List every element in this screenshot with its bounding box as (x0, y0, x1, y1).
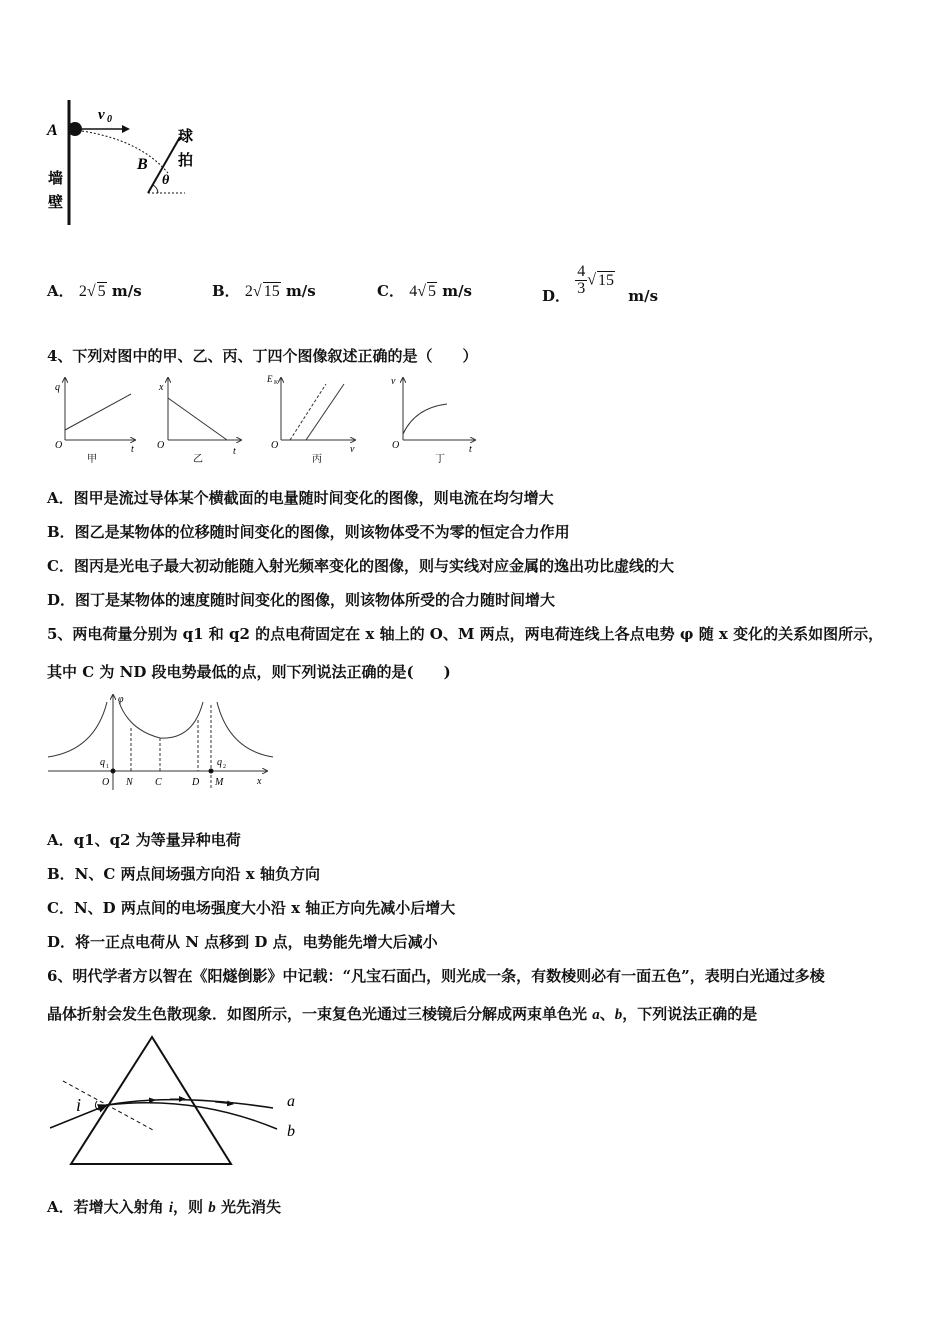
left-curve (48, 702, 107, 757)
svg-text:丙: 丙 (312, 454, 322, 465)
middle-curve (119, 702, 203, 738)
wall-racket-figure (40, 95, 200, 230)
q4-stem: 4、下列对图中的甲、乙、丙、丁四个图像叙述正确的是（ ） (47, 347, 478, 365)
label-v0: v (98, 107, 105, 123)
q5-option-b: B．N、C 两点间场强方向沿 x 轴负方向 (47, 865, 320, 883)
graph-bing (266, 374, 355, 465)
svg-text:a: a (287, 1093, 295, 1110)
q5-option-d: D．将一正点电荷从 N 点移到 D 点，电势能先增大后减小 (47, 933, 438, 951)
svg-text:q: q (100, 757, 105, 768)
q5-stem-line1: 5、两电荷量分别为 q1 和 q2 的点电荷固定在 x 轴上的 O、M 两点，两电荷连线上各点电势 φ 随 x 变化的关系如图所示， (47, 625, 884, 643)
svg-text:C: C (155, 777, 162, 788)
q3-option-b: B． 2√ 15 m/s (212, 282, 316, 300)
svg-text:K: K (274, 380, 279, 386)
q5-option-a: A．q1、q2 为等量异种电荷 (47, 831, 241, 849)
svg-text:v: v (350, 444, 355, 455)
charge-q1 (111, 769, 116, 774)
svg-text:i: i (76, 1095, 82, 1115)
svg-text:O: O (392, 440, 400, 451)
velocity-arrowhead (122, 125, 130, 133)
label-racket-2: 拍 (178, 153, 194, 169)
q5-potential-graph (45, 690, 280, 792)
q4-option-d: D．图丁是某物体的速度随时间变化的图像，则该物体所受的合力随时间增大 (47, 591, 556, 609)
trajectory-dotted (82, 131, 168, 173)
ray-b (107, 1103, 277, 1129)
svg-text:φ: φ (118, 694, 124, 705)
prism-figure (45, 1033, 315, 1168)
bing-solid-line (306, 384, 344, 440)
q3-option-c: C． 4√ 5 m/s (377, 282, 472, 300)
q3-option-a: A． 2√ 5 m/s (47, 282, 142, 300)
q4-option-b: B．图乙是某物体的位移随时间变化的图像，则该物体受不为零的恒定合力作用 (47, 523, 570, 541)
svg-text:N: N (126, 777, 133, 788)
svg-text:t: t (469, 444, 472, 455)
q5-stem-line2: 其中 C 为 ND 段电势最低的点，则下列说法正确的是( ) (47, 663, 451, 681)
fraction-4-3: $\frac{4}{3}$ (577, 263, 586, 297)
label-A: A (47, 122, 58, 139)
svg-text:E: E (267, 374, 273, 384)
label-racket-1: 球 (178, 129, 194, 145)
svg-text:t: t (131, 444, 134, 455)
label-wall-1: 墙 (48, 171, 64, 187)
yi-line (168, 398, 227, 440)
q4-option-a: A．图甲是流过导体某个横截面的电量随时间变化的图像，则电流在均匀增大 (47, 489, 554, 507)
q6-stem-line1: 6、明代学者方以智在《阳燧倒影》中记载：“凡宝石面凸，则光成一条，有数棱则必有一面五色”，表明白光通过多棱 (47, 967, 825, 985)
jia-line (65, 394, 131, 430)
q3-option-d: D． $\frac{4}{3}$ √ 15 m/s (542, 263, 659, 305)
svg-text:乙: 乙 (193, 454, 203, 465)
svg-text:O: O (102, 777, 110, 788)
label-theta: θ (162, 173, 170, 188)
svg-text:q: q (217, 757, 222, 768)
q4-option-c: C．图丙是光电子最大初动能随入射光频率变化的图像，则与实线对应金属的逸出功比虚线的大 (47, 557, 674, 575)
svg-text:2: 2 (223, 764, 226, 770)
label-wall-2: 壁 (48, 195, 64, 211)
svg-text:1: 1 (106, 764, 109, 770)
svg-text:O: O (157, 440, 165, 451)
svg-text:v: v (391, 376, 396, 387)
angle-arc (153, 185, 158, 193)
svg-text:丁: 丁 (435, 454, 445, 465)
svg-text:x: x (257, 776, 262, 787)
ding-curve (403, 404, 447, 434)
label-v0-sub: 0 (107, 114, 112, 125)
svg-text:b: b (287, 1123, 295, 1140)
q5-option-c: C．N、D 两点间的电场强度大小沿 x 轴正方向先减小后增大 (47, 899, 456, 917)
label-B: B (137, 156, 148, 173)
bing-dashed-line (290, 384, 326, 440)
svg-text:O: O (55, 440, 63, 451)
svg-text:O: O (271, 440, 279, 451)
svg-text:D: D (192, 777, 200, 788)
right-curve (217, 702, 273, 757)
graph-jia (55, 378, 135, 465)
svg-text:t: t (233, 446, 236, 457)
charge-q2 (209, 769, 214, 774)
graph-yi (157, 378, 241, 465)
svg-text:M: M (215, 777, 224, 788)
graph-ding (391, 376, 475, 465)
q6-option-a: A．若增大入射角 i，则 b 光先消失 (47, 1198, 282, 1216)
svg-text:x: x (159, 382, 164, 393)
ray-a (107, 1100, 273, 1108)
q4-graphs (47, 370, 487, 466)
ball (68, 122, 82, 136)
svg-text:q: q (55, 382, 60, 393)
svg-text:甲: 甲 (87, 454, 97, 465)
q6-stem-line2: 晶体折射会发生色散现象．如图所示，一束复色光通过三棱镜后分解成两束单色光 a、b，下列说法正确的是 (47, 1005, 758, 1023)
